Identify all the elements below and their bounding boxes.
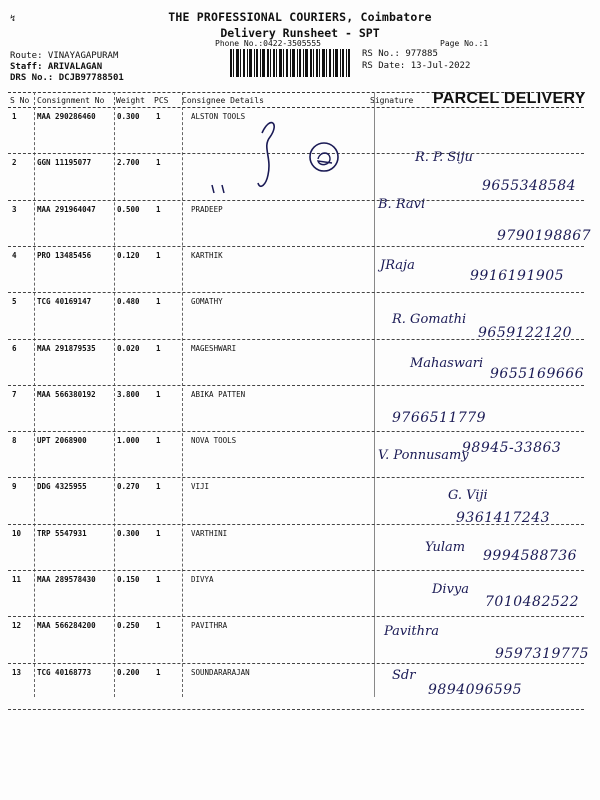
cell-weight: 0.020	[117, 343, 140, 353]
cell-sno: 5	[12, 297, 17, 307]
col-consignee: Consignee Details	[182, 96, 264, 105]
cell-consignee: PAVITHRA	[191, 621, 228, 631]
handwritten-signature: V. Ponnusamy	[378, 448, 469, 463]
corner-mark-icon: ↯	[10, 14, 16, 24]
cell-weight: 0.120	[117, 250, 140, 260]
cell-sno: 4	[12, 250, 17, 260]
handwritten-phone: 9994588736	[483, 548, 578, 564]
cell-consignee: VARTHINI	[191, 528, 228, 538]
cell-consignment: MAA 566380192	[37, 389, 96, 399]
cell-consignment: TCG 40169147	[37, 297, 92, 307]
cell-consignment: MAA 291879535	[37, 343, 96, 353]
page-number: Page No.:1	[440, 39, 489, 48]
handwritten-phone: 9597319775	[495, 646, 590, 662]
row-divider	[8, 709, 584, 710]
cell-sno: 12	[12, 621, 22, 631]
cell-consignment: MAA 290286460	[37, 112, 96, 121]
col-weight: Weight	[116, 96, 145, 105]
rs-date: RS Date: 13-Jul-2022	[362, 61, 471, 71]
cell-consignment: GGN 11195077	[37, 158, 92, 168]
handwritten-signature: JRaja	[380, 258, 415, 273]
cell-consignee: SOUNDARARAJAN	[191, 667, 250, 677]
cell-weight: 2.700	[117, 158, 140, 168]
col-consignment: Consignment No	[37, 96, 105, 105]
cell-weight: 0.250	[117, 621, 140, 631]
cell-consignee: PRADEEP	[191, 204, 223, 214]
header-top-rule	[8, 92, 584, 93]
cell-consignee: GOMATHY	[191, 297, 223, 307]
drs-number: DRS No.: DCJB97788501	[10, 73, 124, 83]
cell-weight: 0.200	[117, 667, 140, 677]
col-sno: S No	[10, 96, 30, 105]
runsheet-subtitle: Delivery Runsheet - SPT	[220, 26, 380, 40]
cell-sno: 10	[12, 528, 22, 538]
col-signature: Signature	[370, 96, 414, 105]
handwritten-signature: Yulam	[425, 540, 466, 555]
col-pcs: PCS	[154, 96, 169, 105]
cell-pcs: 1	[156, 528, 161, 538]
handwritten-signature: R. P. Siju	[415, 150, 473, 165]
cell-consignment: TCG 40168773	[37, 667, 92, 677]
handwritten-phone: 9916191905	[470, 268, 565, 284]
cell-weight: 0.500	[117, 204, 140, 214]
handwritten-signature: Sdr	[392, 668, 416, 683]
handwritten-phone: 98945-33863	[462, 440, 562, 456]
cell-pcs: 1	[156, 204, 161, 214]
cell-pcs: 1	[156, 575, 161, 584]
cell-pcs: 1	[156, 667, 161, 677]
cell-weight: 0.270	[117, 482, 140, 492]
handwritten-phone: 9361417243	[456, 510, 551, 526]
handwritten-signature: Pavithra	[384, 624, 439, 639]
cell-weight: 0.480	[117, 297, 140, 307]
cell-sno: 3	[12, 204, 17, 214]
cell-pcs: 1	[156, 482, 161, 492]
barcode-icon	[230, 49, 350, 77]
cell-sno: 1	[12, 112, 17, 121]
cell-consignment: MAA 566284200	[37, 621, 96, 631]
company-title: THE PROFESSIONAL COURIERS, Coimbatore	[168, 10, 432, 24]
cell-weight: 1.000	[117, 436, 140, 446]
cell-consignment: PRO 13485456	[37, 250, 92, 260]
cell-pcs: 1	[156, 343, 161, 353]
handwritten-phone: 9894096595	[428, 682, 523, 698]
cell-pcs: 1	[156, 297, 161, 307]
cell-consignment: DDG 4325955	[37, 482, 87, 492]
handwritten-phone: 9766511779	[392, 410, 487, 426]
handwritten-signature: G. Viji	[448, 488, 488, 503]
handwritten-phone: 9659122120	[478, 325, 573, 341]
cell-consignee: VIJI	[191, 482, 210, 492]
cell-pcs: 1	[156, 389, 161, 399]
cell-consignment: TRP 5547931	[37, 528, 87, 538]
cell-consignment: UPT 2068900	[37, 436, 87, 446]
cell-weight: 0.300	[117, 528, 140, 538]
cell-sno: 13	[12, 667, 22, 677]
phone-number: Phone No.:0422-3505555	[215, 39, 321, 48]
cell-consignee: MAGESHWARI	[191, 343, 237, 353]
cell-consignee: DIVYA	[191, 575, 214, 584]
cell-sno: 11	[12, 575, 22, 584]
handwritten-signature: R. Gomathi	[392, 312, 467, 327]
cell-pcs: 1	[156, 436, 161, 446]
cell-pcs: 1	[156, 112, 161, 121]
table-row	[0, 201, 600, 247]
handwritten-phone: 7010482522	[485, 594, 580, 610]
cell-weight: 0.300	[117, 112, 140, 121]
handwritten-signature: Mahaswari	[410, 356, 484, 371]
handwritten-scribble-icon	[200, 115, 360, 200]
cell-consignment: MAA 289578430	[37, 575, 96, 584]
cell-sno: 7	[12, 389, 17, 399]
handwritten-signature: B. Ravi	[378, 197, 426, 212]
table-row	[0, 386, 600, 432]
staff-label: Staff: ARIVALAGAN	[10, 62, 103, 72]
cell-pcs: 1	[156, 621, 161, 631]
cell-weight: 0.150	[117, 575, 140, 584]
handwritten-phone: 9790198867	[497, 228, 592, 244]
cell-weight: 3.800	[117, 389, 140, 399]
cell-consignment: MAA 291964047	[37, 204, 96, 214]
cell-consignee: ALSTON TOOLS	[191, 112, 246, 121]
cell-consignee: NOVA TOOLS	[191, 436, 237, 446]
cell-sno: 8	[12, 436, 17, 446]
handwritten-phone: 9655348584	[482, 178, 577, 194]
cell-sno: 2	[12, 158, 17, 168]
handwritten-phone: 9655169666	[490, 366, 585, 382]
parcel-delivery-stamp: PARCEL DELIVERY	[433, 90, 586, 107]
rs-number: RS No.: 977885	[362, 49, 438, 59]
cell-sno: 9	[12, 482, 17, 492]
cell-sno: 6	[12, 343, 17, 353]
cell-pcs: 1	[156, 250, 161, 260]
handwritten-signature: Divya	[432, 582, 470, 597]
cell-consignee: KARTHIK	[191, 250, 223, 260]
cell-pcs: 1	[156, 158, 161, 168]
cell-consignee: ABIKA PATTEN	[191, 389, 246, 399]
route-label: Route: VINAYAGAPURAM	[10, 51, 119, 61]
